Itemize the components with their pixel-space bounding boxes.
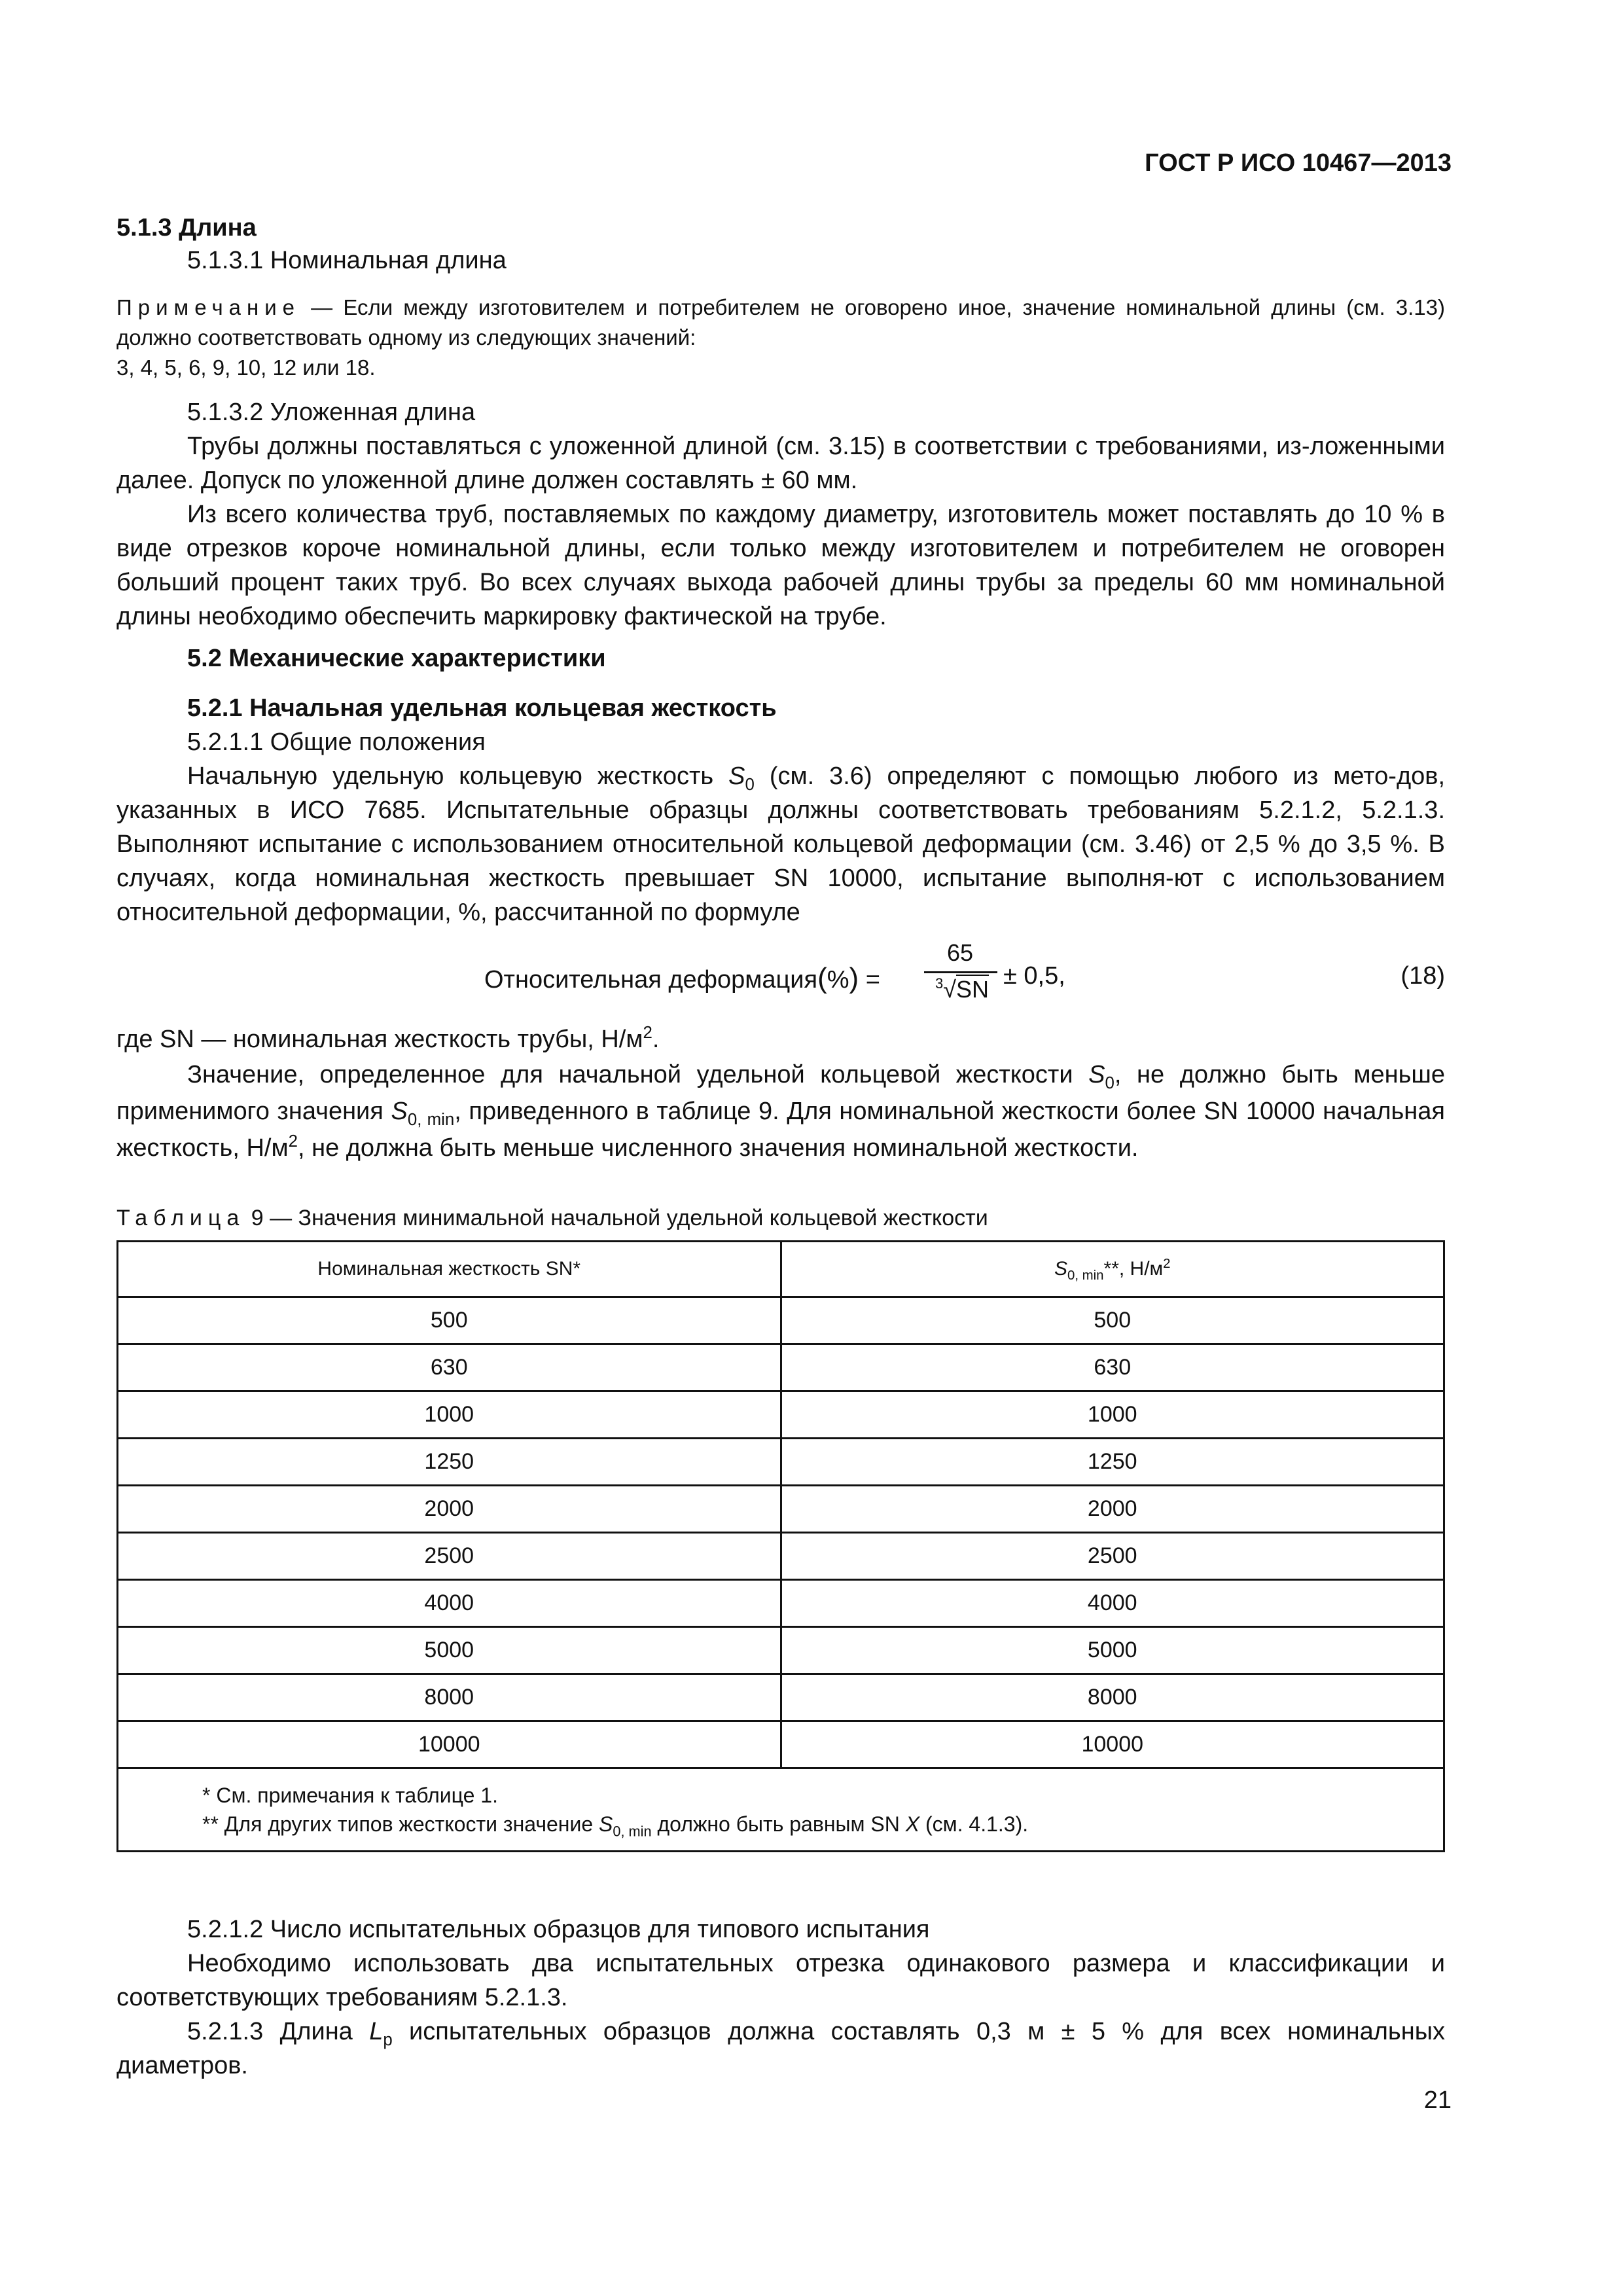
table-row	[118, 1344, 1444, 1391]
paragraph-specimen-count: Необходимо использовать два испытательных отрезка одинакового размера и классификации и соответствующих требованиям 5.2.1.3.	[116, 1950, 1445, 2011]
table-header-sn: Номинальная жесткость SN*	[118, 1242, 781, 1297]
formula-numerator: 65	[946, 939, 974, 966]
table-header-row	[118, 1242, 1444, 1297]
table-row	[118, 1391, 1444, 1439]
subsection-5-2-1-1: 5.2.1.1 Общие положения	[187, 728, 486, 756]
table-row	[118, 1297, 1444, 1344]
subsection-5-1-3-2: 5.1.3.2 Уложенная длина	[187, 399, 476, 426]
table-cell: 630	[118, 1344, 781, 1391]
table-cell: 10000	[781, 1721, 1444, 1768]
table-row	[118, 1721, 1444, 1768]
table-row	[118, 1533, 1444, 1580]
table-cell: 1000	[781, 1391, 1444, 1439]
table-cell: 5000	[118, 1627, 781, 1674]
formula-rhs: ± 0,5,	[1003, 962, 1065, 990]
table-row	[118, 1580, 1444, 1627]
table-9	[116, 1240, 1445, 1852]
paragraph-min-value: Значение, определенное для начальной удельной кольцевой жесткости $S_0$, не должно быть меньше применимого значения $S_{0, min}$, приведенного в таблице 9. Для номинальной жесткости более SN 10000 начальная жесткость, $Н/м^2$, не должна быть меньше численного значения номинальной жесткости.	[116, 1061, 1446, 1162]
table-cell: 8000	[118, 1674, 781, 1721]
page-number: 21	[1423, 2087, 1452, 2114]
paragraph-laid-length: Трубы должны поставляться с уложенной длиной (см. 3.15) в соответствии с требованиями, из-ложенными далее. Допуск по уложенной длине должен составлять ± 60 мм.	[116, 433, 1445, 494]
paragraph-specimen-length: 5.2.1.3 Длина $L_p$ испытательных образцов должна составлять 0,3 м ± 5 % для всех номинальных диаметров.	[116, 2018, 1446, 2079]
table-row	[118, 1674, 1444, 1721]
table-cell: 2000	[781, 1486, 1444, 1533]
section-title-5-1-3: 5.1.3 Длина	[116, 214, 257, 242]
note-block	[116, 293, 1445, 353]
table-row	[118, 1627, 1444, 1674]
table-caption: Таблица 9 — Значения минимальной начальной удельной кольцевой жесткости	[116, 1206, 988, 1230]
table-footnote-2: ** Для других типов жесткости значение $S_{0, min}$ должно быть равным SN X (см. 4.1.3).	[202, 1812, 1029, 1840]
table-footnotes	[118, 1768, 1444, 1852]
table-cell: 500	[118, 1297, 781, 1344]
table-footnote-1: * См. примечания к таблице 1.	[202, 1784, 498, 1807]
table-cell: 4000	[118, 1580, 781, 1627]
table-cell: 2500	[118, 1533, 781, 1580]
table-cell: 10000	[118, 1721, 781, 1768]
subsection-5-1-3-1: 5.1.3.1 Номинальная длина	[187, 247, 507, 274]
formula-denominator: $^3$√SN	[935, 975, 990, 1003]
root-sign: √	[943, 976, 956, 1003]
document-header: ГОСТ Р ИСО 10467—2013	[1145, 149, 1452, 177]
paragraph-short-pipes: Из всего количества труб, поставляемых по каждому диаметру, изготовитель может поставлять до 10 % в виде отрезков короче номинальной длины, если только между изготовителем и потребителем не оговорен больший процент таких труб. Во всех случаях выхода рабочей длины трубы за пределы 60 мм номинальной длины необходимо обеспечить маркировку фактической на трубе.	[116, 501, 1445, 630]
table-cell: 1250	[118, 1439, 781, 1486]
table-cell: 1250	[781, 1439, 1444, 1486]
table-cell: 2500	[781, 1533, 1444, 1580]
table-header-s0min: $S_{0, min}**$, $Н/м^2$	[781, 1242, 1444, 1297]
table-cell: 8000	[781, 1674, 1444, 1721]
table-cell: 5000	[781, 1627, 1444, 1674]
table-cell: 2000	[118, 1486, 781, 1533]
table-row	[118, 1439, 1444, 1486]
table-cell: 500	[781, 1297, 1444, 1344]
formula-number: (18)	[1400, 962, 1445, 990]
note-values: 3, 4, 5, 6, 9, 10, 12 или 18.	[116, 355, 376, 380]
note-text: — Если между изготовителем и потребителем не оговорено иное, значение номинальной длины (см. 3.13) должно соответствовать одному из следующих значений:	[116, 295, 1445, 350]
table-cell: 1000	[118, 1391, 781, 1439]
section-title-5-2-1: 5.2.1 Начальная удельная кольцевая жесткость	[187, 694, 777, 722]
formula-where: где SN — номинальная жесткость трубы, $Н/м^2$.	[116, 1023, 660, 1053]
table-cell: 4000	[781, 1580, 1444, 1627]
section-title-5-2: 5.2 Механические характеристики	[187, 645, 606, 672]
note-label: Примечание	[116, 295, 301, 319]
table-cell: 630	[781, 1344, 1444, 1391]
subsection-5-2-1-2: 5.2.1.2 Число испытательных образцов для типового испытания	[187, 1916, 930, 1943]
table-row	[118, 1486, 1444, 1533]
paragraph-stiffness-methods: Начальную удельную кольцевую жесткость $S_0$ (см. 3.6) определяют с помощью любого из мето-дов, указанных в ИСО 7685. Испытательные образцы должны соответствовать требованиям 5.2.1.2, 5.2.1.3. Выполняют испытание с использованием относительной кольцевой деформации (см. 3.46) от 2,5 % до 3,5 %. В случаях, когда номинальная жесткость превышает SN 10000, испытание выполня-ют с использованием относительной деформации, %, рассчитанной по формуле	[116, 762, 1446, 926]
fraction-bar	[924, 971, 997, 973]
formula-lhs: Относительная деформация(%) =	[484, 962, 880, 994]
table-footnote-row	[118, 1768, 1444, 1852]
